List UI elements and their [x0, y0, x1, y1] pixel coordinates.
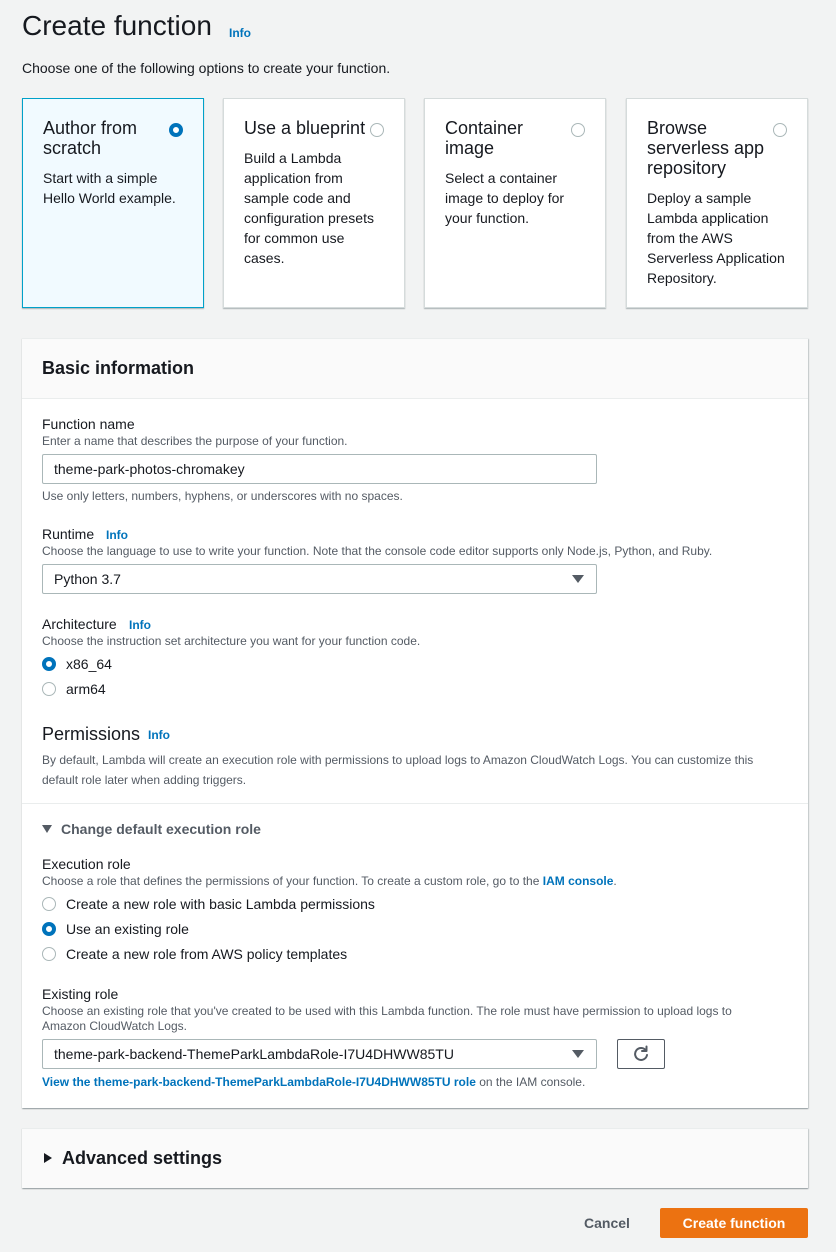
execution-role-hint — [42, 874, 617, 889]
function-name-input[interactable] — [42, 454, 597, 484]
option-title: Container image — [445, 118, 524, 158]
caret-right-icon — [44, 1153, 52, 1163]
radio-label: x86_64 — [66, 656, 112, 672]
runtime-label: Runtime — [42, 526, 95, 542]
option-card-browse-serverless-repo[interactable] — [626, 98, 808, 308]
cancel-button[interactable]: Cancel — [584, 1215, 630, 1231]
function-name-hint: Enter a name that describes the purpose of your function. — [42, 434, 348, 448]
option-radio[interactable] — [169, 123, 183, 137]
execution-role-hint-text: Choose a role that defines the permissions of your function. To create a custom role, go to the — [42, 874, 543, 888]
radio-label: Create a new role from AWS policy templates — [66, 946, 348, 962]
refresh-roles-button[interactable] — [617, 1039, 665, 1069]
advanced-settings-label: Advanced settings — [62, 1148, 223, 1168]
option-radio[interactable] — [773, 123, 787, 137]
permissions-hint: By default, Lambda will create an execution role with permissions to upload logs to Amazon CloudWatch Logs. You can customize this default role later when adding triggers. — [42, 753, 754, 787]
option-radio[interactable] — [571, 123, 585, 137]
page-title: Create function — [22, 10, 212, 41]
existing-role-label: Existing role — [42, 986, 119, 1002]
execution-role-hint-suffix: . — [613, 874, 617, 888]
existing-role-select-value: theme-park-backend-ThemeParkLambdaRole-I7U4DHWW85TU — [54, 1046, 454, 1062]
option-description: Build a Lambda application from sample code and configuration presets for common use cases. — [244, 150, 374, 266]
create-function-button[interactable]: Create function — [660, 1208, 808, 1238]
option-title: Use a blueprint — [244, 118, 366, 138]
existing-role-select[interactable] — [42, 1039, 597, 1069]
caret-down-icon — [572, 575, 584, 583]
radio-button[interactable] — [42, 922, 56, 936]
existing-role-hint: Choose an existing role that you've created to be used with this Lambda function. The role must have permission to upload logs to Amazon CloudWatch Logs. — [42, 1004, 732, 1033]
section-divider — [22, 803, 808, 804]
option-description: Deploy a sample Lambda application from the AWS Serverless Application Repository. — [647, 190, 785, 286]
option-description: Select a container image to deploy for your function. — [445, 170, 565, 226]
change-execution-role-label: Change default execution role — [61, 821, 261, 837]
view-role-suffix: on the IAM console. — [475, 1075, 586, 1089]
runtime-select-value: Python 3.7 — [54, 571, 121, 587]
radio-label: arm64 — [66, 681, 106, 697]
page-description: Choose one of the following options to create your function. — [22, 60, 391, 76]
iam-console-link[interactable]: IAM console — [542, 874, 614, 888]
panel-header — [22, 339, 808, 399]
architecture-info-link[interactable]: Info — [129, 618, 151, 632]
option-card-container-image[interactable] — [424, 98, 606, 308]
option-title: Browse serverless app repository — [647, 118, 765, 178]
permissions-info-link[interactable]: Info — [148, 728, 170, 742]
radio-label: Use an existing role — [66, 921, 189, 937]
runtime-hint: Choose the language to use to write your function. Note that the console code editor supports only Node.js, Python, and Ruby. — [42, 544, 713, 558]
change-execution-role-toggle[interactable] — [42, 821, 272, 839]
radio-button[interactable] — [42, 897, 56, 911]
caret-down-icon — [42, 825, 52, 833]
architecture-hint: Choose the instruction set architecture you want for your function code. — [42, 634, 421, 648]
radio-button[interactable] — [42, 947, 56, 961]
execution-role-label: Execution role — [42, 856, 131, 872]
basic-information-panel — [22, 338, 808, 1108]
advanced-settings-panel[interactable] — [22, 1128, 808, 1188]
refresh-icon — [631, 1044, 651, 1064]
runtime-info-link[interactable]: Info — [106, 528, 128, 542]
function-name-label: Function name — [42, 416, 135, 432]
view-role-line — [42, 1075, 585, 1090]
option-description: Start with a simple Hello World example. — [43, 170, 176, 206]
caret-down-icon — [572, 1050, 584, 1058]
option-card-author-from-scratch[interactable] — [22, 98, 204, 308]
function-name-constraint: Use only letters, numbers, hyphens, or underscores with no spaces. — [42, 489, 403, 503]
view-role-link[interactable]: View the theme-park-backend-ThemeParkLambdaRole-I7U4DHWW85TU role — [42, 1075, 476, 1089]
panel-heading: Basic information — [42, 358, 195, 378]
radio-button[interactable] — [42, 682, 56, 696]
architecture-label: Architecture — [42, 616, 117, 632]
permissions-heading: Permissions — [42, 724, 141, 744]
radio-button[interactable] — [42, 657, 56, 671]
option-title: Author from scratch — [43, 118, 138, 158]
option-card-use-blueprint[interactable] — [223, 98, 405, 308]
radio-label: Create a new role with basic Lambda permissions — [66, 896, 375, 912]
runtime-select[interactable] — [42, 564, 597, 594]
option-radio[interactable] — [370, 123, 384, 137]
page-info-link[interactable]: Info — [229, 26, 251, 40]
